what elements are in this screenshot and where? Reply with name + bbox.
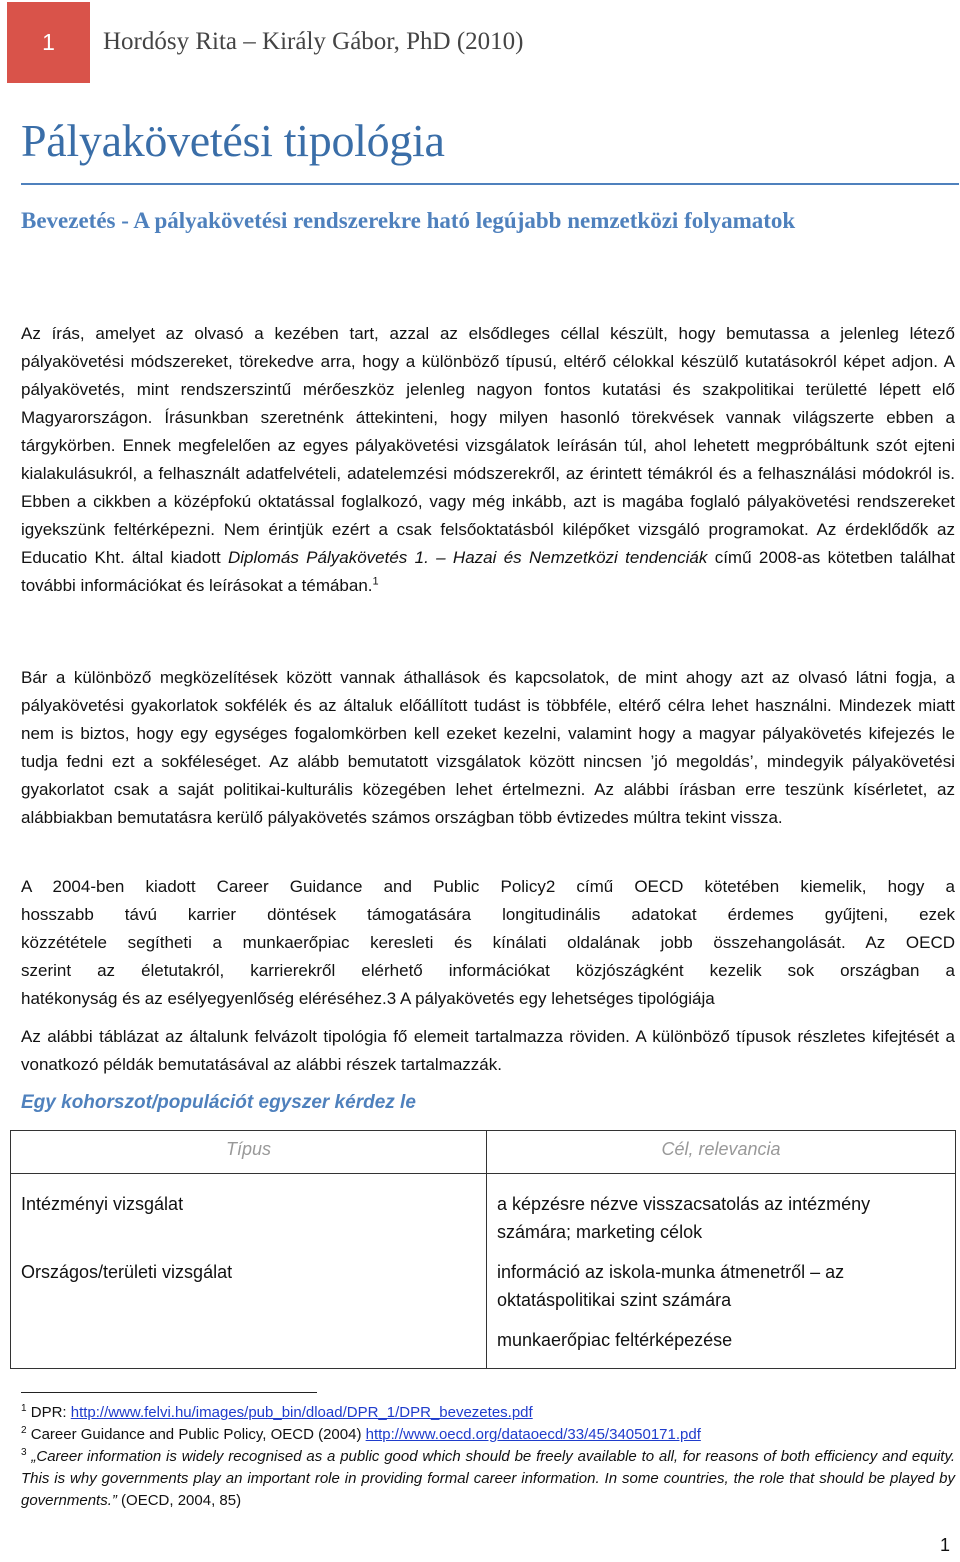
section-heading: Bevezetés - A pályakövetési rendszerekre ható legújabb nemzetközi folyamatok (21, 208, 796, 233)
table-subheading: Egy kohorszot/populációt egyszer kérdez le (21, 1092, 416, 1113)
table-row (11, 1252, 956, 1369)
title-underline (21, 183, 959, 185)
footnote-label: Career Guidance and Public Policy, OECD (2004) (26, 1426, 366, 1443)
cell-goal (487, 1252, 956, 1369)
footnote-number: 2 (21, 1425, 27, 1436)
footnote-number: 3 (21, 1447, 27, 1458)
cell-type: Intézményi vizsgálat (11, 1174, 487, 1253)
paragraph-intro-text-b: című 2008-as kötetben találhat további információkat és leírásokat a témában. (21, 548, 956, 595)
footnote-source: (OECD, 2004, 85) (116, 1492, 242, 1509)
footnote-link-oecd[interactable]: http://www.oecd.org/dataoecd/33/45/34050171.pdf (365, 1426, 701, 1443)
page-number-badge: 1 (7, 2, 90, 83)
running-header: Hordósy Rita – Király Gábor, PhD (2010) (103, 28, 524, 55)
paragraph-intro (21, 320, 955, 600)
document-title: Pályakövetési tipológia (21, 115, 445, 166)
cell-type: Országos/területi vizsgálat (11, 1252, 487, 1369)
footnotes (21, 1402, 955, 1512)
footnote-ref-1[interactable]: 1 (372, 575, 379, 588)
paragraph-oecd-line: hosszabb távú karrier döntések támogatására longitudinális adatokat érdemes gyűjteni, ezek (21, 905, 955, 924)
footnote-3 (21, 1446, 955, 1512)
footnote-quote: „Career information is widely recognised as a public good which should be freely available to all, for reasons of both efficiency and equity. This is why governments play an important role in providing formal career information. In some countries, the role that should be played by governments.” (21, 1448, 955, 1509)
paragraph-oecd (21, 873, 955, 1013)
typology-table (10, 1130, 956, 1369)
cell-goal-text: információ az iskola-munka átmenetről – az oktatáspolitikai szint számára (497, 1262, 845, 1310)
column-header-type: Típus (11, 1131, 487, 1174)
footnote-link-dpr[interactable]: http://www.felvi.hu/images/pub_bin/dload/DPR_1/DPR_bevezetes.pdf (70, 1404, 533, 1421)
table-row (11, 1174, 956, 1253)
paragraph-oecd-line: A 2004-ben kiadott Career Guidance and Public Policy2 című OECD kötetében kiemelik, hogy a (21, 877, 955, 896)
footnote-label: DPR: (26, 1404, 71, 1421)
paragraph-intro-text-a: Az írás, amelyet az olvasó a kezében tart, azzal az elsődleges céllal készült, hogy bemutassa a jelenleg létező pályakövetési módszereket, törekedve arra, hogy a különböző típusú, eltérő célokkal készülő kutatásokról képet adjon. A pályakövetés, mint rendszerszintű mérőeszköz jelenleg nagyon fontos kutatási és szakpolitikai területté lépett elő Magyarországon. Írásunkban szeretnénk áttekinteni, hogy milyen hasonló törekvések vannak világszerte ebben a tárgykörben. Ennek megfelelően az egyes pályakövetési vizsgálatok leírásán túl, ahol lehetett megpróbáltunk szót ejteni kialakulásukról, a felhasznált adatfelvételi, adatelemzési módszerekről, az érintett témákról és a felhasználási módokról is. Ebben a cikkben a középfokú oktatással foglalkozó, vagy még inkább, azt is magába foglaló pályakövetési rendszereket igyekszünk feltérképezni. Nem érintjük ezért a csak felsőoktatásból kilépőket vizsgáló programokat. Az érdeklődők az Educatio Kht. által kiadott (21, 324, 955, 567)
footnote-2 (21, 1424, 955, 1446)
paragraph-oecd-line: hatékonyság és az esélyegyenlőség eléréséhez.3 A pályakövetés egy lehetséges tipológiája (21, 989, 715, 1008)
cell-goal: a képzésre nézve visszacsatolás az intézmény számára; marketing célok (487, 1174, 956, 1253)
paragraph-table-intro: Az alábbi táblázat az általunk felvázolt tipológia fő elemeit tartalmazza röviden. A különböző típusok részletes kifejtését a vonatkozó példák bemutatásával az alábbi részek tartalmazzák. (21, 1027, 955, 1074)
footnote-1 (21, 1402, 955, 1424)
book-title: Diplomás Pályakövetés 1. – Hazai és Nemzetközi tendenciák (228, 548, 708, 567)
page-number: 1 (940, 1535, 951, 1555)
footnote-separator (21, 1392, 317, 1393)
cell-goal-extra: munkaerőpiac feltérképezése (497, 1330, 733, 1350)
paragraph-approaches: Bár a különböző megközelítések között vannak áthallások és kapcsolatok, de mint ahogy azt az olvasó látni fogja, a pályakövetési gyakorlatok sokfélék és az általuk előállított tudást is többféle, eltérő célra lehet használni. Mindezek miatt nem is biztos, hogy egy egységes fogalomkörben kell ezeket kezelni, valamint hogy a magyar pályakövetés kifejezés le tudja fedni ezt a sokféleséget. Az alább bemutatott vizsgálatok között nincsen ’jó megoldás’, mindegyik pályakövetési gyakorlatot csak a saját politikai-kulturális közegében lehet értelmezni. Az alábbi írásban erre teszünk kísérletet, az alábbiakban bemutatásra kerülő pályakövetés számos országban több évtizedes múltra tekint vissza. (21, 668, 955, 827)
paragraph-oecd-line: közzététele segítheti a munkaerőpiac keresleti és kínálati oldalának jobb összehangolását. Az OECD (21, 933, 955, 952)
footnote-number: 1 (21, 1403, 27, 1414)
paragraph-oecd-line: szerint az életutakról, karrierekről elérhető információkat közjószágként kezelik sok országban a (21, 961, 955, 980)
column-header-goal: Cél, relevancia (487, 1131, 956, 1174)
